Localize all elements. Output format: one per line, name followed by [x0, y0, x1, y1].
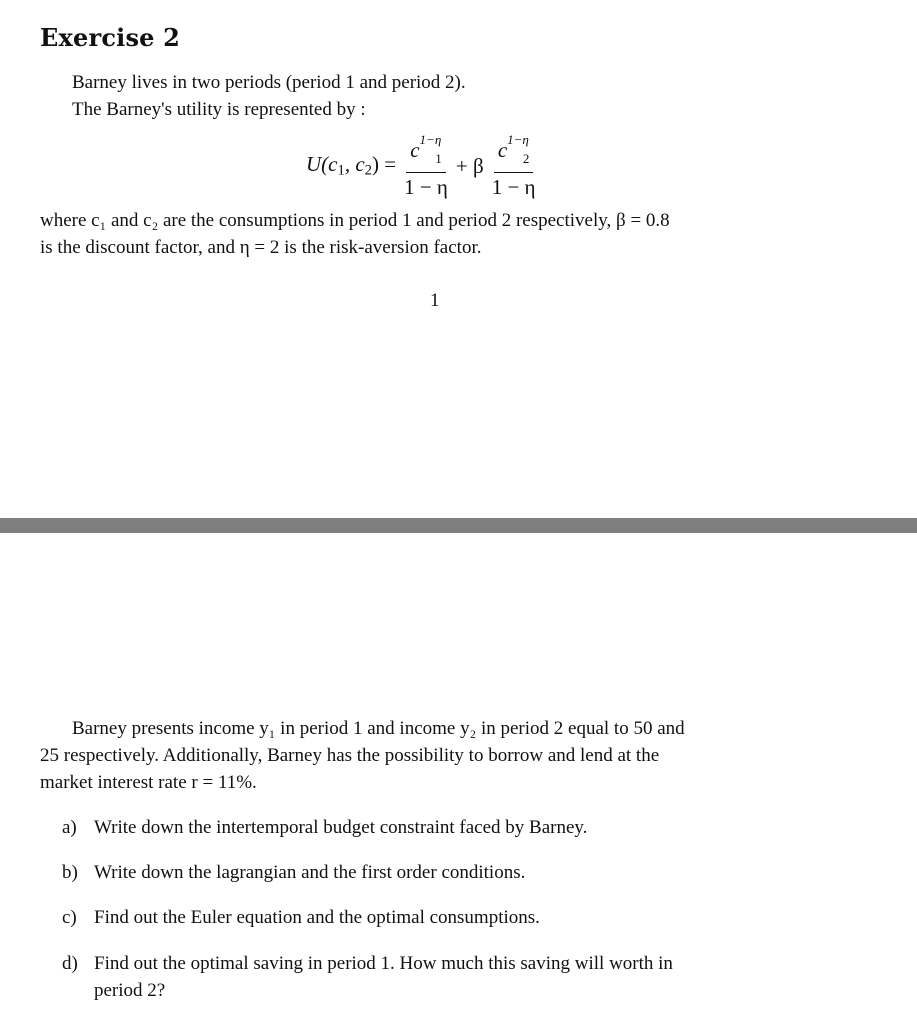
utility-fraction-1: $\frac{c^{1-\eta}_1}{1 - \eta}$ [404, 132, 448, 200]
question-item [62, 814, 587, 841]
question-item [62, 904, 540, 931]
plus-beta: + β [455, 153, 484, 178]
question-marker: a) [62, 817, 77, 838]
utility-equation [306, 134, 544, 198]
income-line-3: market interest rate r = 11%. [40, 772, 257, 793]
exercise-heading: Exercise 2 [40, 23, 181, 52]
document-page-2 [0, 533, 917, 1024]
question-marker: c) [62, 907, 77, 928]
question-text: Write down the lagrangian and the first order conditions. [94, 862, 526, 883]
where-line-1: where c₁ and c₂ are the consumptions in period 1 and period 2 respectively, β = 0.8 [40, 210, 670, 231]
page-number: 1 [430, 290, 440, 311]
question-marker: d) [62, 953, 78, 974]
intro-line-2: The Barney's utility is represented by : [72, 99, 366, 120]
question-text: Write down the intertemporal budget constraint faced by Barney. [94, 817, 588, 838]
income-line-1: Barney presents income y₁ in period 1 and income y₂ in period 2 equal to 50 and [72, 718, 685, 739]
equation-lhs: $U(c_1$, $c_2$) = [306, 152, 397, 179]
utility-fraction-2: $\frac{c^{1-\eta}_2}{1 - \eta}$ [491, 132, 536, 200]
where-line-2: is the discount factor, and η = 2 is the risk-aversion factor. [40, 237, 482, 258]
question-text-continued: period 2? [94, 980, 166, 1001]
intro-line-1: Barney lives in two periods (period 1 and period 2). [72, 72, 466, 93]
question-text: Find out the Euler equation and the optimal consumptions. [94, 907, 540, 928]
income-line-2: 25 respectively. Additionally, Barney has the possibility to borrow and lend at the [40, 745, 660, 766]
question-marker: b) [62, 862, 78, 883]
question-text: Find out the optimal saving in period 1. How much this saving will worth in [94, 953, 673, 974]
page-separator [0, 518, 917, 533]
question-item [62, 950, 673, 1004]
question-item [62, 859, 525, 886]
